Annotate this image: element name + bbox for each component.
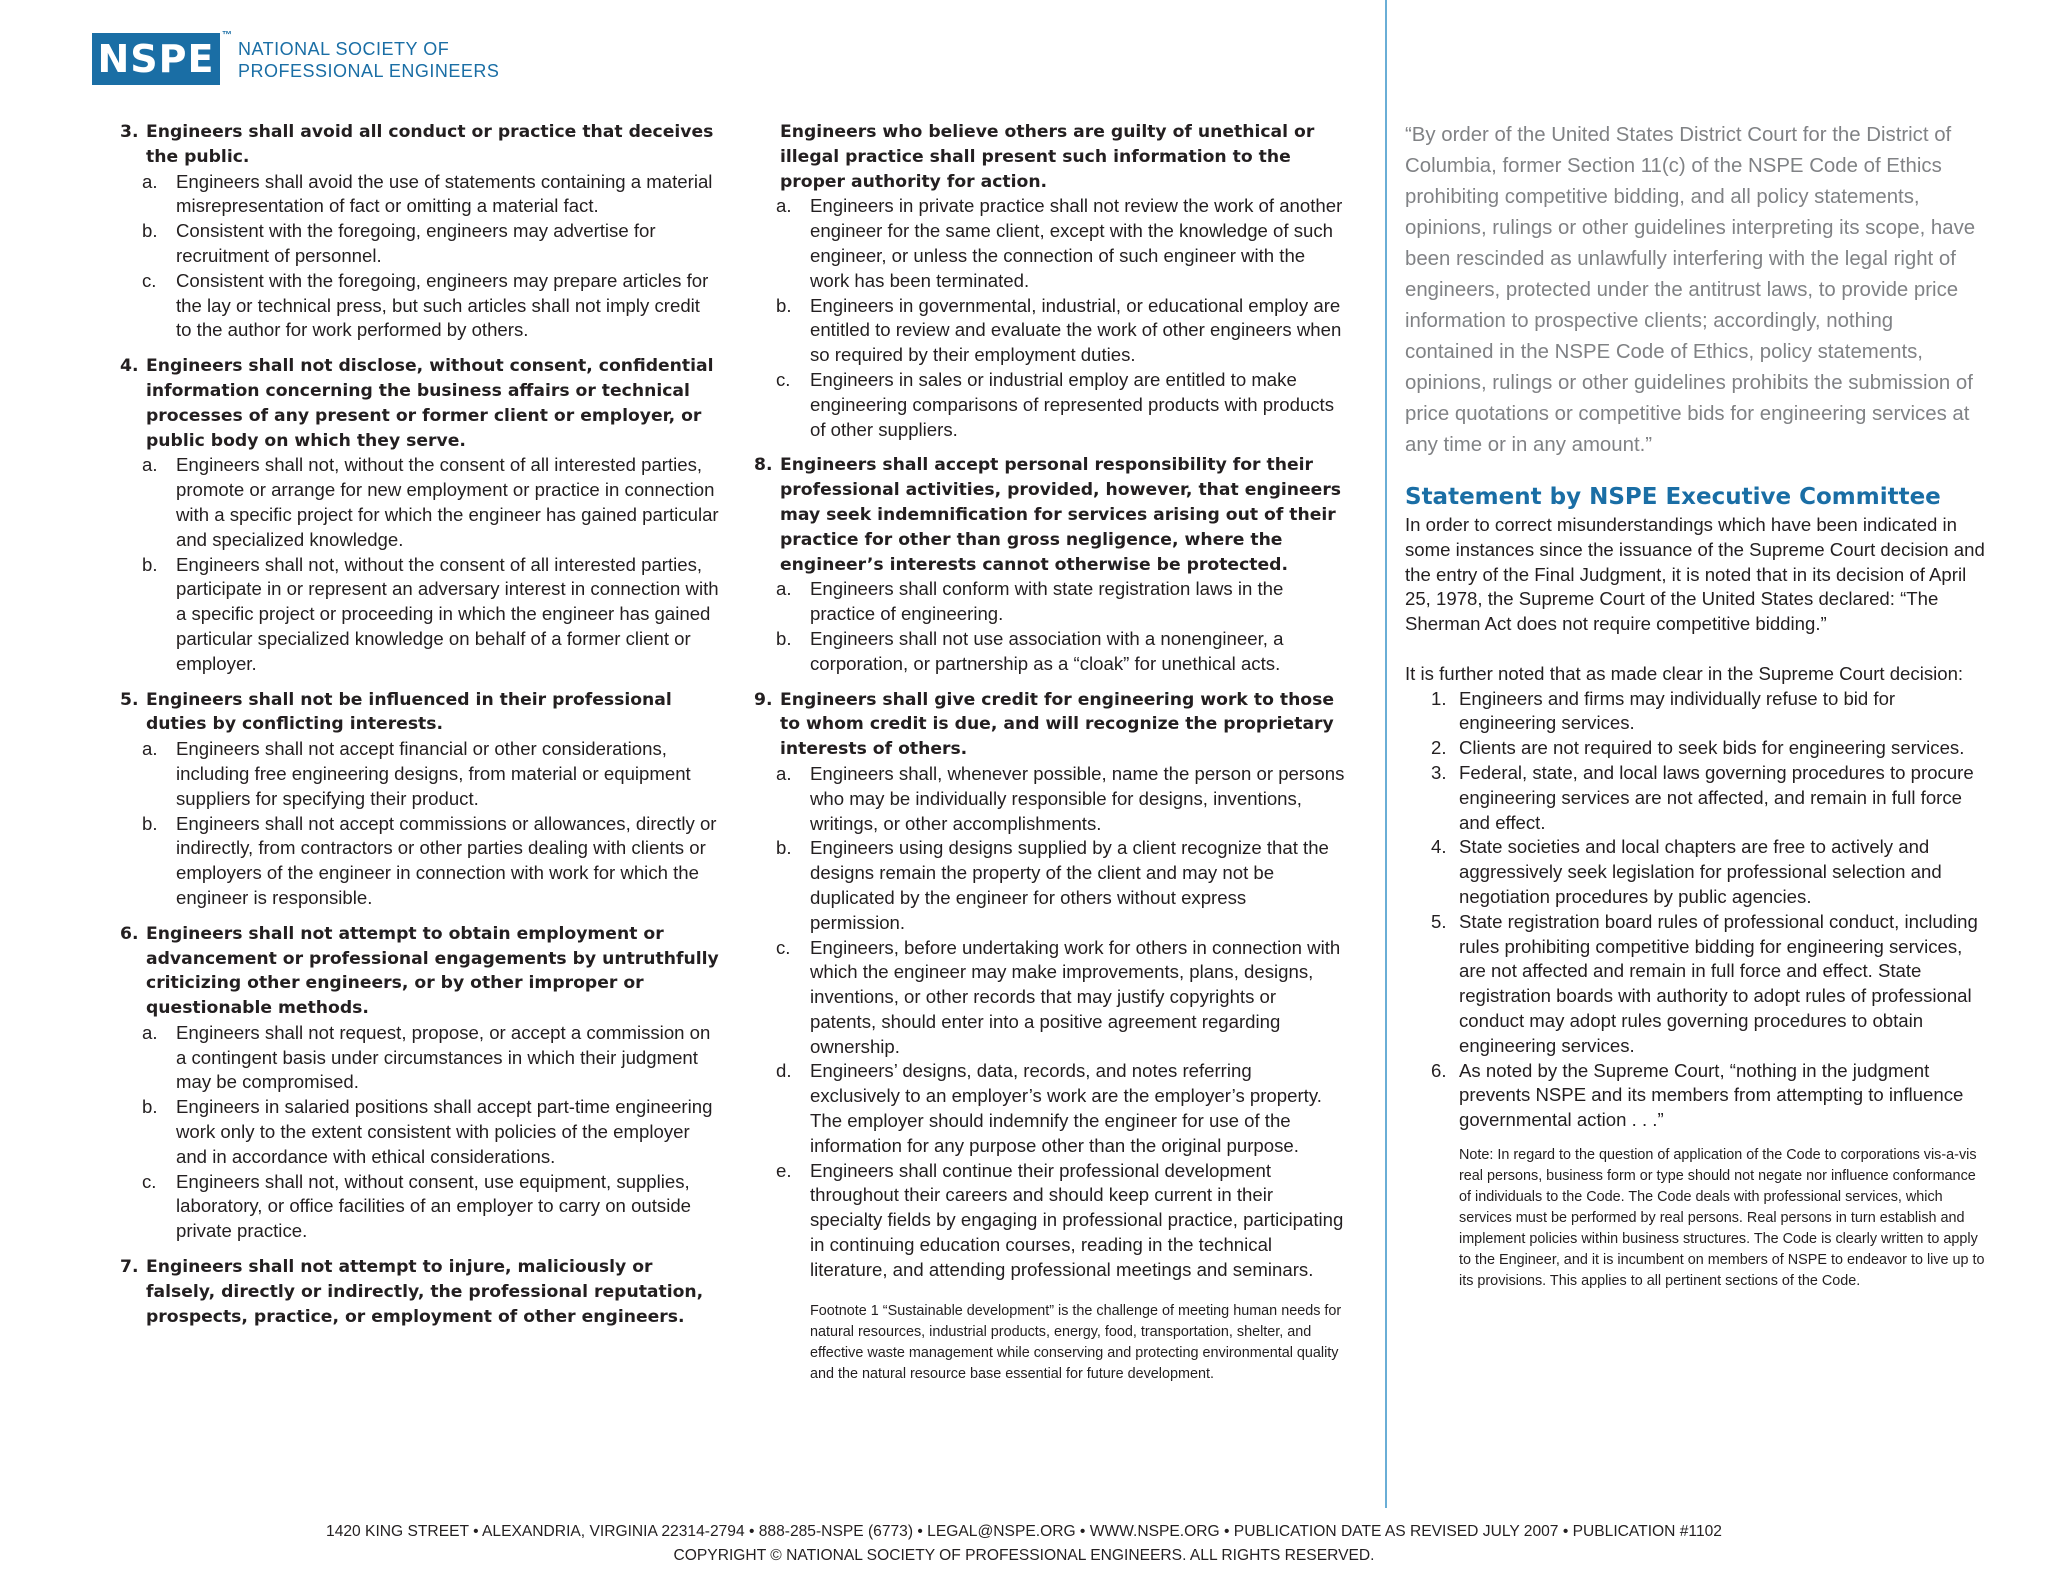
list-item (776, 368, 1346, 442)
section-heading-text: Engineers shall not attempt to obtain employment or advancement or professional engagements by untruthfully criticizing other engineers, or by other improper or questionable methods. (146, 923, 719, 1019)
section-heading (754, 453, 1346, 577)
item-label: b. (142, 812, 158, 834)
list-item (776, 194, 1346, 293)
item-label: b. (776, 294, 792, 316)
list-item (1431, 1059, 1985, 1133)
footnote: Footnote 1 “Sustainable development” is the challenge of meeting human needs for natural resources, industrial products, energy, food, transportation, shelter, and effective waste management while conserving and protecting environmental quality and the natural resource base essential for future development. (810, 1302, 1342, 1382)
item-text: Consistent with the foregoing, engineers may prepare articles for the lay or technical press, but such articles shall not imply credit to the author for work performed by others. (176, 269, 709, 341)
middle-sections (754, 120, 1346, 1283)
item-text: Engineers shall not request, propose, or accept a commission on a contingent basis under circumstances in which their judgment may be compromised. (176, 1021, 711, 1093)
item-text: Engineers in private practice shall not review the work of another engineer for the same client, except with the knowledge of such engineer, or unless the connection of such engineer with the work has been terminated. (810, 195, 1343, 291)
item-text: Engineers in governmental, industrial, or educational employ are entitled to review and evaluate the work of other engineers when so required by their employment duties. (810, 294, 1342, 366)
section-number: 5. (120, 689, 139, 710)
list-item (142, 737, 720, 811)
section-number: 4. (120, 356, 139, 377)
list-item (1431, 761, 1985, 835)
list-item (776, 294, 1346, 368)
item-label: a. (776, 195, 792, 217)
statement-paragraph-1: In order to correct misunderstandings which have been indicated in some instances since the issuance of the Supreme Court decision and the entry of the Final Judgment, it is noted that in its decision of April 25, 1978, the Supreme Court of the United States declared: “The Sherman Act does not require competitive bidding.” (1405, 514, 1985, 635)
list-item (142, 1095, 720, 1169)
section-heading-text: Engineers shall not disclose, without consent, confidential information concerning the business affairs or technical processes of any present or former client or employer, or public body on which they serve. (146, 356, 714, 451)
list-item (776, 627, 1346, 677)
section-items (120, 737, 720, 911)
list-item (776, 1159, 1346, 1283)
list-item (776, 936, 1346, 1060)
statement-title: Statement by NSPE Executive Committee (1405, 484, 1941, 510)
item-label: 5. (1431, 910, 1447, 932)
section-number: 8. (754, 455, 773, 476)
item-text: Engineers shall continue their professional development throughout their careers and should keep current in their specialty fields by engaging in professional practice, participating in continuing education courses, reading in the technical literature, and attending professional meetings and seminars. (810, 1159, 1344, 1280)
statement-paragraph-2: It is further noted that as made clear in the Supreme Court decision: (1405, 662, 1964, 684)
item-label: b. (142, 553, 158, 575)
item-label: 6. (1431, 1059, 1447, 1081)
section-items (120, 1021, 720, 1244)
section-items (754, 577, 1346, 676)
code-section (120, 354, 720, 676)
code-application-note: Note: In regard to the question of application of the Code to corporations vis-a-vis real persons, business form or type should not negate nor influence conformance of individuals to the Code. The Code deals with professional services, which services must be performed by real persons. Real persons in turn establish and implement policies within business structures. The Code is clearly written to apply to the Engineer, and it is incumbent on members of NSPE to endeavor to live up to its provisions. This applies to all pertinent sections of the Code. (1459, 1146, 1985, 1289)
item-text: Clients are not required to seek bids for engineering services. (1459, 737, 1965, 759)
item-text: Federal, state, and local laws governing procedures to procure engineering services are not affected, and remain in full force and effect. (1459, 761, 1974, 833)
list-item (142, 219, 720, 269)
item-text: Engineers shall not, without consent, use equipment, supplies, laboratory, or office facilities of an employer to carry on outside private practice. (176, 1170, 692, 1242)
item-label: b. (776, 627, 792, 649)
org-name-line-2: PROFESSIONAL ENGINEERS (238, 61, 500, 81)
list-item (1431, 687, 1985, 737)
organization-name (238, 38, 499, 82)
section-number: 3. (120, 122, 139, 142)
section-heading (120, 922, 720, 1021)
list-item (142, 269, 720, 343)
item-label: a. (142, 738, 158, 760)
item-text: Engineers shall, whenever possible, name the person or persons who may be individually responsible for designs, inventions, writings, or other accomplishments. (810, 762, 1345, 834)
org-name-line-1: NATIONAL SOCIETY OF (238, 39, 450, 59)
item-label: a. (776, 578, 792, 600)
item-label: a. (142, 1021, 158, 1043)
section-heading-text: Engineers shall not be influenced in their professional duties by conflicting interests. (146, 689, 672, 735)
item-text: Engineers’ designs, data, records, and notes referring exclusively to an employer’s work are the employer’s property. The employer should indemnify the engineer for use of the information for any purpose other than the original purpose. (810, 1060, 1322, 1156)
item-label: b. (142, 220, 158, 242)
court-order-quote: “By order of the United States District Court for the District of Columbia, former Section 11(c) of the NSPE Code of Ethics prohibiting competitive bidding, and all policy statements, opinions, rulings or other guidelines interpreting its scope, have been rescinded as unlawfully interfering with the legal right of engineers, protected under the antitrust laws, to provide price information to prospective clients; accordingly, nothing contained in the NSPE Code of Ethics, policy statements, opinions, rulings or other guidelines prohibits the submission of price quotations or competitive bids for engineering services at any time or in any amount.” (1405, 124, 1976, 456)
code-section (754, 453, 1346, 676)
section-heading (754, 688, 1346, 762)
supreme-court-points (1405, 687, 1985, 1133)
item-text: Engineers shall not accept commissions or allowances, directly or indirectly, from contractors or other parties dealing with clients or employers of the engineer in connection with work for which the engineer is responsible. (176, 812, 717, 908)
item-text: State registration board rules of professional conduct, including rules prohibiting competitive bidding for engineering services, are not affected and remain in full force and effect. State registration boards with authority to adopt rules of professional conduct may adopt rules governing procedures to obtain engineering services. (1459, 910, 1978, 1056)
list-item (142, 553, 720, 677)
list-item (776, 1059, 1346, 1158)
item-text: Engineers shall not accept financial or other considerations, including free engineering designs, from material or equipment suppliers for specifying their product. (176, 738, 691, 809)
list-item (142, 1170, 720, 1244)
item-label: a. (142, 170, 158, 192)
section-heading-text: Engineers shall avoid all conduct or practice that deceives the public. (146, 122, 714, 167)
code-section (754, 688, 1346, 1283)
section-heading-text: Engineers shall give credit for engineering work to those to whom credit is due, and will recognize the proprietary interests of others. (780, 689, 1335, 760)
section-heading-text: Engineers shall accept personal responsibility for their professional activities, provided, however, that engineers may seek indemnification for services arising out of their practice for other than gross negligence, where the engineer’s interests cannot otherwise be protected. (780, 455, 1342, 575)
item-text: Engineers and firms may individually refuse to bid for engineering services. (1459, 687, 1896, 734)
list-item (776, 762, 1346, 836)
item-label: c. (776, 368, 791, 390)
list-item (142, 1021, 720, 1095)
section-heading (120, 120, 720, 170)
item-label: a. (776, 762, 792, 784)
item-text: Engineers shall not, without the consent of all interested parties, promote or arrange for new employment or practice in connection with a specific project for which the engineer has gained particular and specialized knowledge. (176, 454, 719, 550)
list-item (1431, 835, 1985, 909)
section-heading (120, 688, 720, 738)
item-label: 4. (1431, 836, 1447, 858)
logo-text: NSPE (97, 37, 215, 81)
item-text: Engineers, before undertaking work for others in connection with which the engineer may make improvements, plans, designs, inventions, or other records that may justify copyrights or patents, should enter into a positive agreement regarding ownership. (810, 936, 1341, 1057)
column-right (1405, 120, 1985, 1292)
item-text: Engineers shall avoid the use of statements containing a material misrepresentation of fact or omitting a material fact. (176, 170, 713, 217)
code-section (120, 688, 720, 911)
section-number: 9. (754, 689, 773, 710)
section-heading (754, 120, 1346, 194)
item-text: Engineers shall not use association with a nonengineer, a corporation, or partnership as a “cloak” for unethical acts. (810, 627, 1284, 674)
item-label: a. (142, 454, 158, 476)
list-item (776, 836, 1346, 935)
item-text: Engineers using designs supplied by a client recognize that the designs remain the property of the client and may not be duplicated by the engineer for others without express permission. (810, 837, 1329, 933)
section-items (120, 170, 720, 344)
item-text: Engineers shall conform with state registration laws in the practice of engineering. (810, 578, 1284, 625)
code-section (754, 120, 1346, 442)
section-heading (120, 354, 720, 453)
trademark-mark: ™ (222, 30, 232, 41)
list-item (1431, 910, 1985, 1059)
list-item (142, 453, 720, 552)
item-label: b. (142, 1096, 158, 1118)
section-number: 7. (120, 1257, 139, 1278)
list-item (776, 577, 1346, 627)
item-label: c. (776, 936, 791, 958)
section-heading (120, 1255, 720, 1329)
item-label: 1. (1431, 687, 1447, 709)
item-label: 3. (1431, 761, 1447, 783)
item-label: c. (142, 269, 157, 291)
section-number: 6. (120, 923, 139, 944)
item-text: As noted by the Supreme Court, “nothing in the judgment prevents NSPE and its members from attempting to influence governmental action . . .” (1459, 1059, 1964, 1131)
footer-copyright-line: COPYRIGHT © NATIONAL SOCIETY OF PROFESSIONAL ENGINEERS. ALL RIGHTS RESERVED. (673, 1547, 1375, 1564)
item-label: c. (142, 1170, 157, 1192)
code-section (120, 1255, 720, 1329)
item-label: b. (776, 837, 792, 859)
column-middle (754, 120, 1346, 1385)
section-items (120, 453, 720, 676)
item-text: State societies and local chapters are free to actively and aggressively seek legislation for professional selection and negotiation procedures by public agencies. (1459, 836, 1942, 907)
item-label: e. (776, 1159, 792, 1181)
item-text: Engineers shall not, without the consent of all interested parties, participate in or represent an adversary interest in connection with a specific project or proceeding in which the engineer has gained particular specialized knowledge on behalf of a former client or employer. (176, 553, 719, 674)
column-left (120, 120, 720, 1340)
section-items (754, 762, 1346, 1283)
section-heading-text: Engineers who believe others are guilty of unethical or illegal practice shall present such information to the proper authority for action. (780, 122, 1315, 192)
section-heading-text: Engineers shall not attempt to injure, maliciously or falsely, directly or indirectly, the professional reputation, prospects, practice, or employment of other engineers. (146, 1257, 704, 1327)
code-section (120, 120, 720, 343)
code-section (120, 922, 720, 1244)
list-item (1431, 736, 1985, 761)
footer-address-line: 1420 KING STREET • ALEXANDRIA, VIRGINIA 22314-2794 • 888-285-NSPE (6773) • LEGAL@NSPE.ORG • WWW.NSPE.ORG • PUBLICATION DATE AS REVISED JULY 2007 • PUBLICATION #1102 (326, 1523, 1722, 1540)
list-item (142, 170, 720, 220)
nspe-logo (92, 33, 220, 85)
footer (0, 1520, 2048, 1568)
section-items (754, 194, 1346, 442)
item-text: Consistent with the foregoing, engineers may advertise for recruitment of personnel. (176, 220, 656, 266)
item-text: Engineers in salaried positions shall accept part-time engineering work only to the extent consistent with policies of the employer and in accordance with ethical considerations. (176, 1096, 713, 1167)
column-divider (1385, 0, 1387, 1508)
list-item (142, 812, 720, 911)
item-label: 2. (1431, 737, 1447, 759)
item-text: Engineers in sales or industrial employ are entitled to make engineering comparisons of represented products with products of other suppliers. (810, 368, 1335, 440)
item-label: d. (776, 1060, 792, 1082)
